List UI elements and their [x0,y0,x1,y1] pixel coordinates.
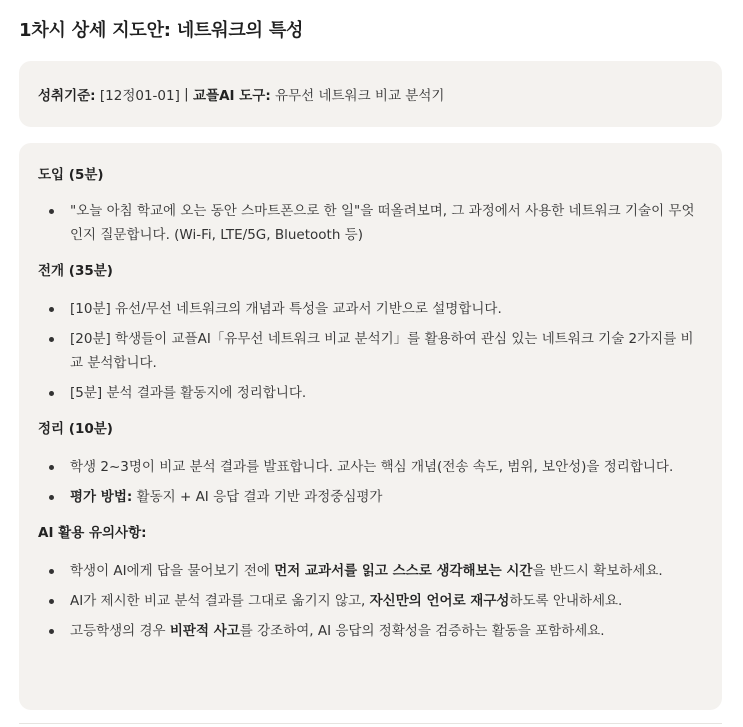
development-list [38,297,703,405]
list-item: 평가 방법: 활동지 + AI 응답 결과 기반 과정중심평가 [38,485,703,509]
page-title: 1차시 상세 지도안: 네트워크의 특성 [19,20,304,41]
bullet-icon [49,337,54,342]
bullet-icon [49,599,54,604]
criteria-value: [12정01-01] [99,88,180,104]
ai-notes-heading: AI 활용 유의사항: [38,525,147,541]
lesson-plan-box [19,143,722,710]
intro-list [38,199,703,247]
list-item: [5분] 분석 결과를 활동지에 정리합니다. [38,381,703,405]
bullet-icon [49,465,54,470]
bullet-icon [49,307,54,312]
bullet-icon [49,391,54,396]
list-item: 고등학생의 경우 비판적 사고를 강조하여, AI 응답의 정확성을 검증하는 활동을 포함하세요. [38,619,703,643]
intro-heading: 도입 (5분) [38,167,104,183]
separator: | [184,86,189,102]
bullet-icon [49,569,54,574]
ai-notes-list [38,559,703,643]
bullet-icon [49,209,54,214]
list-item: 학생 2~3명이 비교 분석 결과를 발표합니다. 교사는 핵심 개념(전송 속도, 범위, 보안성)을 정리합니다. [38,455,703,479]
wrapup-heading: 정리 (10분) [38,421,113,437]
evaluation-label: 평가 방법: [70,489,133,505]
tool-label: 교플AI 도구: [193,88,271,104]
tool-value: 유무선 네트워크 비교 분석기 [275,88,445,104]
criteria-label: 성취기준: [38,88,96,104]
list-item: [10분] 유선/무선 네트워크의 개념과 특성을 교과서 기반으로 설명합니다. [38,297,703,321]
bullet-icon [49,629,54,634]
list-item: "오늘 아침 학교에 오는 동안 스마트폰으로 한 일"을 떠올려보며, 그 과정에서 사용한 네트워크 기술이 무엇인지 질문합니다. (Wi-Fi, LTE/5G, Bluetooth 등) [38,199,703,247]
divider [19,723,722,724]
list-item: AI가 제시한 비교 분석 결과를 그대로 옮기지 않고, 자신만의 언어로 재구성하도록 안내하세요. [38,589,703,613]
development-heading: 전개 (35분) [38,263,113,279]
list-item: 학생이 AI에게 답을 물어보기 전에 먼저 교과서를 읽고 스스로 생각해보는 시간을 반드시 확보하세요. [38,559,703,583]
achievement-standard-box [19,61,722,127]
bullet-icon [49,495,54,500]
list-item: [20분] 학생들이 교플AI「유무선 네트워크 비교 분석기」를 활용하여 관심 있는 네트워크 기술 2가지를 비교 분석합니다. [38,327,703,375]
wrapup-list [38,455,703,509]
